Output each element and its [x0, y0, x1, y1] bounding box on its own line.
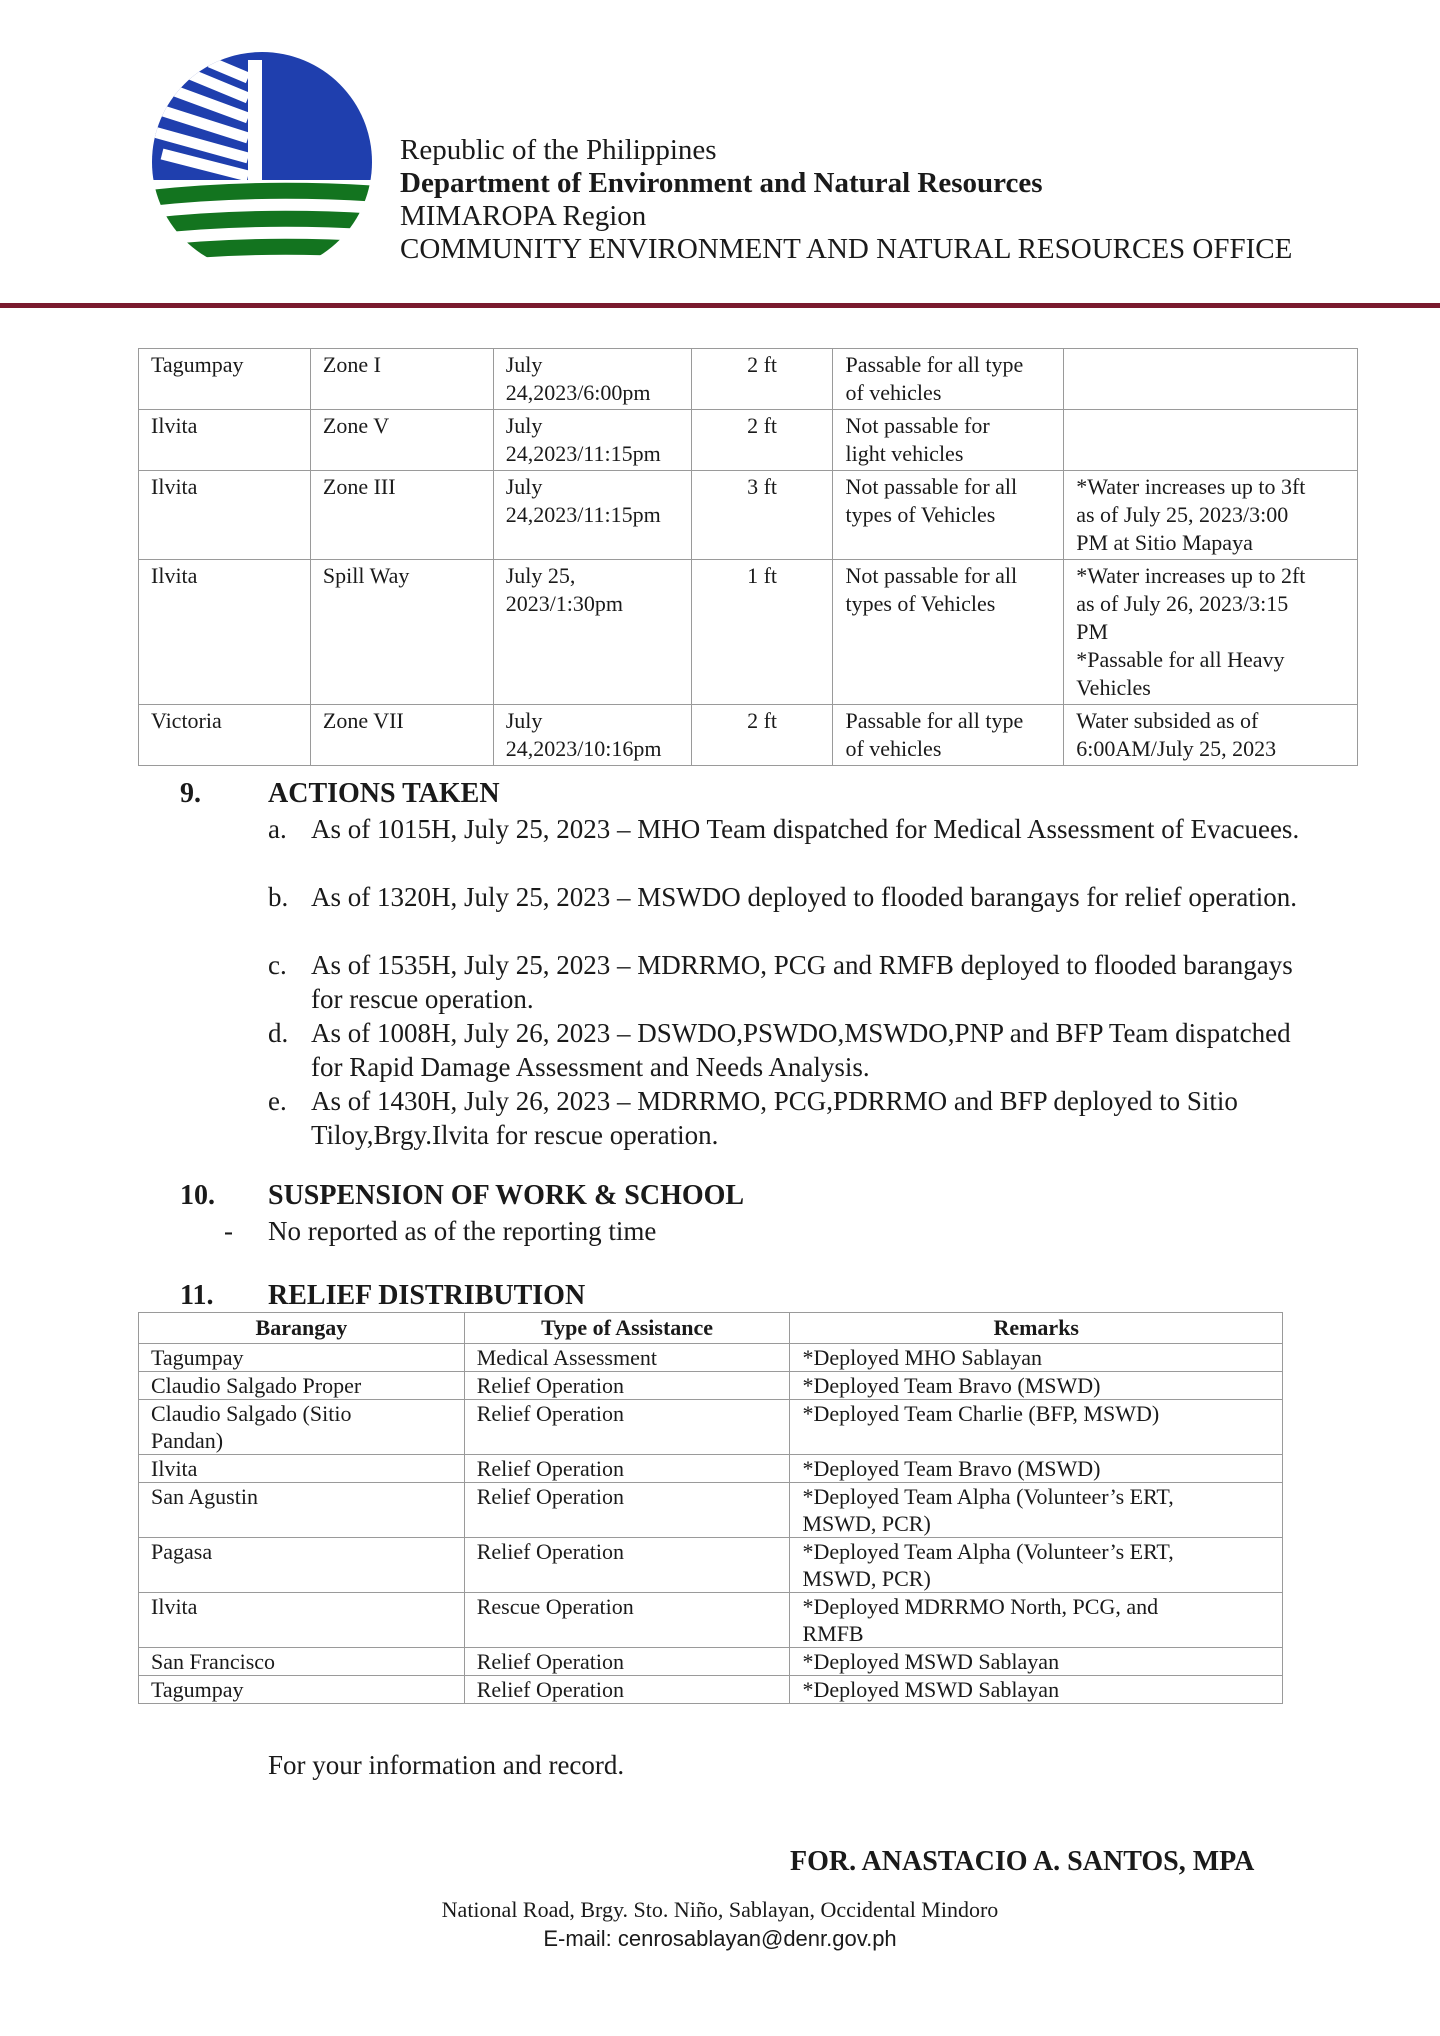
cell-water-level: 2 ft: [691, 410, 833, 471]
cell-barangay: San Francisco: [139, 1648, 465, 1676]
table-row: [139, 1483, 1283, 1538]
cell-status: Not passable for light vehicles: [833, 410, 1064, 471]
cell-status: Passable for all type of vehicles: [833, 349, 1064, 410]
cell-remarks: *Deployed Team Alpha (Volunteer’s ERT, MSWD, PCR): [790, 1538, 1283, 1593]
table-row: [139, 1400, 1283, 1455]
table-row: [139, 1538, 1283, 1593]
table-row: [139, 1372, 1283, 1400]
action-item-text: As of 1535H, July 25, 2023 – MDRRMO, PCG and RMFB deployed to flooded barangays for rescue operation.: [311, 950, 1293, 1014]
cell-zone: Spill Way: [310, 560, 493, 705]
flood-status-body: [139, 349, 1358, 766]
header-department: Department of Environment and Natural Resources: [400, 167, 1043, 199]
footer-email: E-mail: cenrosablayan@denr.gov.ph: [543, 1926, 897, 1951]
action-item-text: As of 1430H, July 26, 2023 – MDRRMO, PCG,PDRRMO and BFP deployed to Sitio Tiloy,Brgy.Ilvita for rescue operation.: [311, 1086, 1238, 1150]
cell-barangay: Ilvita: [139, 1593, 465, 1648]
cell-barangay: Claudio Salgado Proper: [139, 1372, 465, 1400]
cell-assistance-type: Relief Operation: [464, 1400, 790, 1455]
action-item-text: As of 1008H, July 26, 2023 – DSWDO,PSWDO,MSWDO,PNP and BFP Team dispatched for Rapid Damage Assessment and Needs Analysis.: [311, 1018, 1291, 1082]
action-item-letter: b.: [268, 882, 289, 912]
section-10-title: SUSPENSION OF WORK & SCHOOL: [268, 1180, 745, 1211]
cell-remarks: *Deployed Team Bravo (MSWD): [790, 1372, 1283, 1400]
cell-assistance-type: Relief Operation: [464, 1676, 790, 1704]
cell-remarks: Water subsided as of 6:00AM/July 25, 2023: [1064, 705, 1358, 766]
cell-remarks: *Deployed Team Alpha (Volunteer’s ERT, MSWD, PCR): [790, 1483, 1283, 1538]
header-office: COMMUNITY ENVIRONMENT AND NATURAL RESOURCES OFFICE: [400, 233, 1293, 265]
cell-water-level: 3 ft: [691, 471, 833, 560]
cell-remarks: *Deployed MHO Sablayan: [790, 1344, 1283, 1372]
cell-assistance-type: Rescue Operation: [464, 1593, 790, 1648]
cell-remarks: *Deployed MSWD Sablayan: [790, 1648, 1283, 1676]
cell-barangay: Ilvita: [139, 410, 311, 471]
column-header-barangay: Barangay: [139, 1313, 465, 1344]
cell-barangay: Tagumpay: [139, 349, 311, 410]
cell-remarks: *Deployed Team Charlie (BFP, MSWD): [790, 1400, 1283, 1455]
header-divider: [0, 303, 1440, 308]
cell-remarks: [1064, 349, 1358, 410]
section-11-title: RELIEF DISTRIBUTION: [268, 1280, 586, 1311]
cell-datetime: July 24,2023/11:15pm: [493, 471, 691, 560]
table-row: [139, 349, 1358, 410]
cell-assistance-type: Medical Assessment: [464, 1344, 790, 1372]
action-item-text: As of 1320H, July 25, 2023 – MSWDO deployed to flooded barangays for relief operation.: [311, 882, 1298, 912]
table-row: [139, 1455, 1283, 1483]
cell-barangay: Victoria: [139, 705, 311, 766]
cell-barangay: Tagumpay: [139, 1676, 465, 1704]
cell-water-level: 2 ft: [691, 349, 833, 410]
cell-assistance-type: Relief Operation: [464, 1455, 790, 1483]
section-9-title: ACTIONS TAKEN: [268, 778, 500, 809]
action-item-letter: a.: [268, 814, 287, 844]
cell-barangay: Pagasa: [139, 1538, 465, 1593]
table-row: [139, 1648, 1283, 1676]
denr-logo: [150, 50, 380, 280]
cell-remarks: *Water increases up to 3ft as of July 25, 2023/3:00 PM at Sitio Mapaya: [1064, 471, 1358, 560]
table-row: [139, 1593, 1283, 1648]
action-item-letter: e.: [268, 1086, 287, 1116]
table-row: [139, 705, 1358, 766]
section-10-bullet: -: [224, 1216, 233, 1246]
cell-datetime: July 25, 2023/1:30pm: [493, 560, 691, 705]
cell-status: Not passable for all types of Vehicles: [833, 471, 1064, 560]
header-country: Republic of the Philippines: [400, 134, 717, 166]
action-item-letter: d.: [268, 1018, 289, 1048]
cell-barangay: San Agustin: [139, 1483, 465, 1538]
flood-status-table: [138, 348, 1358, 766]
closing-text: For your information and record.: [268, 1750, 625, 1780]
cell-remarks: *Deployed MSWD Sablayan: [790, 1676, 1283, 1704]
section-9-number: 9.: [180, 778, 201, 809]
cell-assistance-type: Relief Operation: [464, 1483, 790, 1538]
cell-datetime: July 24,2023/10:16pm: [493, 705, 691, 766]
cell-status: Not passable for all types of Vehicles: [833, 560, 1064, 705]
cell-remarks: *Deployed MDRRMO North, PCG, and RMFB: [790, 1593, 1283, 1648]
column-header-type: Type of Assistance: [464, 1313, 790, 1344]
cell-zone: Zone III: [310, 471, 493, 560]
cell-datetime: July 24,2023/11:15pm: [493, 410, 691, 471]
cell-remarks: [1064, 410, 1358, 471]
cell-remarks: *Deployed Team Bravo (MSWD): [790, 1455, 1283, 1483]
cell-barangay: Ilvita: [139, 560, 311, 705]
section-10-text: No reported as of the reporting time: [268, 1216, 657, 1246]
section-10-number: 10.: [180, 1180, 215, 1211]
cell-assistance-type: Relief Operation: [464, 1538, 790, 1593]
header-region: MIMAROPA Region: [400, 200, 647, 232]
column-header-remarks: Remarks: [790, 1313, 1283, 1344]
table-row: [139, 560, 1358, 705]
signatory: FOR. ANASTACIO A. SANTOS, MPA: [790, 1846, 1255, 1877]
relief-header-row: [139, 1313, 1283, 1344]
cell-assistance-type: Relief Operation: [464, 1372, 790, 1400]
relief-distribution-table: [138, 1312, 1283, 1704]
cell-remarks: *Water increases up to 2ft as of July 26, 2023/3:15 PM *Passable for all Heavy Vehicles: [1064, 560, 1358, 705]
relief-distribution-body: [139, 1344, 1283, 1704]
cell-datetime: July 24,2023/6:00pm: [493, 349, 691, 410]
footer-address: National Road, Brgy. Sto. Niño, Sablayan, Occidental Mindoro: [441, 1897, 999, 1922]
table-row: [139, 1676, 1283, 1704]
cell-water-level: 2 ft: [691, 705, 833, 766]
cell-status: Passable for all type of vehicles: [833, 705, 1064, 766]
section-11-number: 11.: [180, 1280, 214, 1311]
cell-assistance-type: Relief Operation: [464, 1648, 790, 1676]
cell-barangay: Ilvita: [139, 1455, 465, 1483]
cell-barangay: Tagumpay: [139, 1344, 465, 1372]
table-row: [139, 410, 1358, 471]
action-item-text: As of 1015H, July 25, 2023 – MHO Team dispatched for Medical Assessment of Evacuees.: [311, 814, 1300, 844]
table-row: [139, 1344, 1283, 1372]
action-item-letter: c.: [268, 950, 287, 980]
table-row: [139, 471, 1358, 560]
cell-barangay: Claudio Salgado (Sitio Pandan): [139, 1400, 465, 1455]
cell-zone: Zone VII: [310, 705, 493, 766]
cell-barangay: Ilvita: [139, 471, 311, 560]
cell-water-level: 1 ft: [691, 560, 833, 705]
cell-zone: Zone I: [310, 349, 493, 410]
cell-zone: Zone V: [310, 410, 493, 471]
